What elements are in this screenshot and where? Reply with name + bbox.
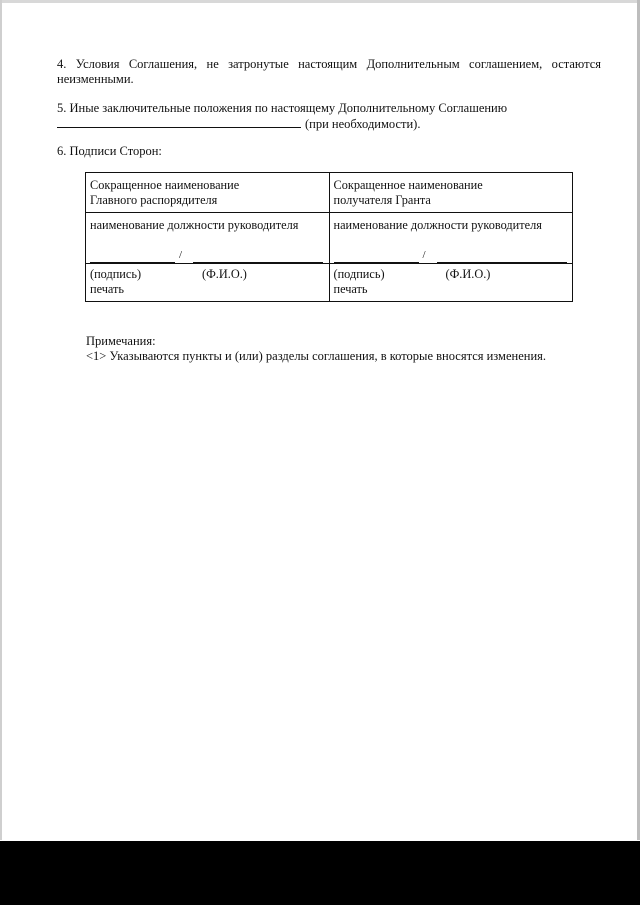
page-edge-top: [0, 0, 640, 3]
left-position-label: наименование должности руководителя: [90, 218, 299, 232]
note-1: <1> Указываются пункты и (или) разделы соглашения, в которые вносятся изменения.: [86, 349, 547, 363]
cell-right-header: [329, 173, 573, 213]
clause-5: [57, 101, 601, 132]
clause-4-line-1: 4. Условия Соглашения, не затронутые настоящим Дополнительным соглашением, остаются: [57, 57, 601, 71]
clause-5-suffix: (при необходимости).: [305, 117, 421, 131]
left-header-line-2: Главного распорядителя: [90, 192, 218, 207]
right-name-line: [437, 262, 567, 263]
notes: [86, 334, 586, 364]
right-header-line-1: Сокращенное наименование: [333, 178, 483, 192]
right-seal-label: печать: [333, 281, 368, 296]
scan-bottom-band: [0, 841, 640, 905]
table-row-signature: [86, 264, 573, 302]
table-row-position: [86, 213, 573, 264]
right-position-label: наименование должности руководителя: [333, 218, 542, 232]
right-slash: /: [422, 248, 426, 261]
page-edge-left: [0, 0, 2, 840]
clause-4-line-2: неизменными.: [57, 72, 134, 86]
cell-left-signature: [86, 264, 330, 302]
right-signature-label: (подпись): [333, 267, 385, 281]
cell-right-position: [329, 213, 573, 264]
clause-5-line-1: 5. Иные заключительные положения по настоящему Дополнительному Соглашению: [57, 101, 508, 115]
left-signature-labels: [90, 267, 325, 282]
left-seal-label: печать: [90, 281, 125, 296]
right-signature-labels: [334, 267, 569, 282]
left-header-line-1: Сокращенное наименование: [90, 178, 240, 192]
right-fio-label: (Ф.И.О.): [445, 267, 491, 281]
left-signature-line: [90, 262, 175, 263]
table-row-header: [86, 173, 573, 213]
right-header-line-2: получателя Гранта: [333, 192, 431, 207]
cell-left-position: [86, 213, 330, 264]
clause-5-line-2: [57, 116, 601, 132]
clause-5-blank-line: [57, 116, 301, 128]
signatures-table: [85, 172, 573, 302]
left-slash: /: [179, 248, 183, 261]
left-name-line: [193, 262, 323, 263]
clause-4: [57, 57, 601, 87]
cell-right-signature: [329, 264, 573, 302]
right-signature-line: [334, 262, 419, 263]
cell-left-header: [86, 173, 330, 213]
notes-title: Примечания:: [86, 334, 156, 348]
left-fio-label: (Ф.И.О.): [202, 267, 247, 281]
clause-6: 6. Подписи Сторон:: [57, 144, 162, 158]
left-signature-label: (подпись): [90, 267, 142, 281]
